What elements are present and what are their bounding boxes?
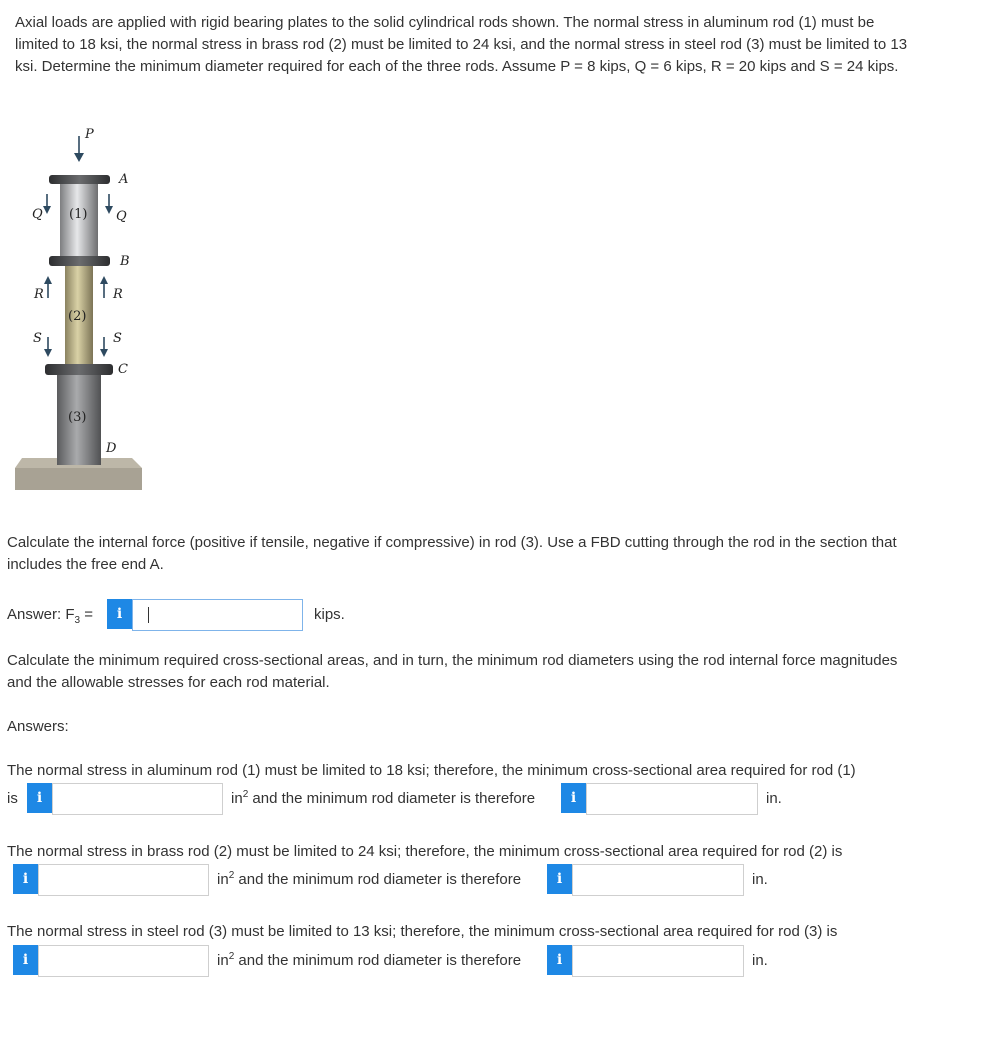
part2-instruction: Calculate the minimum required cross-sectional areas, and in turn, the minimum rod diameters using the rod internal force magnitudes and the allowable stresses for each rod material.: [7, 652, 898, 691]
info-icon[interactable]: i: [13, 864, 38, 894]
label-rod-3: (3): [68, 410, 87, 425]
label-D: D: [106, 441, 117, 456]
diameter-text: and the minimum rod diameter is therefore: [234, 952, 522, 969]
plate-A: [49, 175, 110, 184]
info-icon[interactable]: i: [13, 945, 38, 975]
area-unit: in: [217, 952, 229, 969]
info-icon[interactable]: i: [547, 864, 572, 894]
rod-diagram: [12, 120, 152, 500]
diameter-text: and the minimum rod diameter is therefore: [248, 790, 536, 807]
rod1-diameter-input[interactable]: [586, 783, 758, 815]
area-unit-sup: 2: [228, 870, 235, 881]
label-B: B: [120, 254, 130, 269]
label-S-left: S: [33, 331, 42, 346]
answer-subscript: 3: [74, 615, 81, 626]
answer-prefix: Answer: F: [7, 606, 75, 623]
info-icon[interactable]: i: [27, 783, 52, 813]
rod1-question: The normal stress in aluminum rod (1) must be limited to 18 ksi; therefore, the minimum cross-sectional area required for rod (1): [7, 762, 856, 779]
problem-statement: Axial loads are applied with rigid bearing plates to the solid cylindrical rods shown. The normal stress in aluminum rod (1) must be limited to 18 ksi, the normal stress in brass rod (2) must be limited to 24 ksi, and the normal stress in steel rod (3) must be limited to 13 ksi. Determine the minimum diameter required for each of the three rods. Assume P = 8 kips, Q = 6 kips, R = 20 kips and S = 24 kips.: [15, 14, 908, 75]
rod2-question: The normal stress in brass rod (2) must be limited to 24 ksi; therefore, the minimum cross-sectional area required for rod (2) is: [7, 843, 843, 860]
rod2-diameter-unit: in.: [752, 871, 768, 888]
area-unit-sup: 2: [228, 951, 235, 962]
rod2-area-input[interactable]: [38, 864, 209, 896]
rod1-area-unit: [231, 788, 535, 810]
answer-f3-label: [7, 604, 93, 626]
area-unit-sup: 2: [242, 789, 249, 800]
part1-instruction: Calculate the internal force (positive if tensile, negative if compressive) in rod (3). Use a FBD cutting through the rod in the section that includes the free end A.: [7, 534, 897, 573]
label-Q-right: Q: [116, 209, 127, 224]
info-icon[interactable]: i: [561, 783, 586, 813]
rod-assembly-figure: [12, 120, 152, 500]
text-caret: [148, 607, 149, 623]
answers-label: Answers:: [7, 718, 69, 735]
rod1-diameter-unit: in.: [766, 790, 782, 807]
rod3-question: The normal stress in steel rod (3) must be limited to 13 ksi; therefore, the minimum cross-sectional area required for rod (3) is: [7, 923, 838, 940]
rod3-diameter-input[interactable]: [572, 945, 744, 977]
label-A: A: [119, 172, 129, 187]
label-rod-1: (1): [69, 207, 88, 222]
label-R-right: R: [113, 287, 123, 302]
rod-1-aluminum: [60, 183, 98, 261]
area-unit: in: [231, 790, 243, 807]
rod2-area-unit: [217, 869, 521, 891]
info-icon[interactable]: i: [547, 945, 572, 975]
plate-C: [45, 364, 113, 375]
answer-equals: =: [80, 606, 94, 623]
rod3-area-input[interactable]: [38, 945, 209, 977]
f3-input[interactable]: [132, 599, 303, 631]
rod2-diameter-input[interactable]: [572, 864, 744, 896]
info-icon[interactable]: i: [107, 599, 132, 629]
plate-B: [49, 256, 110, 266]
diameter-text: and the minimum rod diameter is therefore: [234, 871, 522, 888]
base: [15, 468, 142, 490]
label-C: C: [118, 362, 128, 377]
label-S-right: S: [113, 331, 122, 346]
rod1-area-input[interactable]: [52, 783, 223, 815]
rod1-is: is: [7, 790, 18, 807]
label-R-left: R: [34, 287, 44, 302]
f3-unit: kips.: [314, 606, 345, 623]
rod3-area-unit: [217, 950, 521, 972]
rod3-diameter-unit: in.: [752, 952, 768, 969]
label-Q-left: Q: [32, 207, 43, 222]
area-unit: in: [217, 871, 229, 888]
label-rod-2: (2): [68, 309, 87, 324]
label-P: P: [85, 127, 94, 142]
